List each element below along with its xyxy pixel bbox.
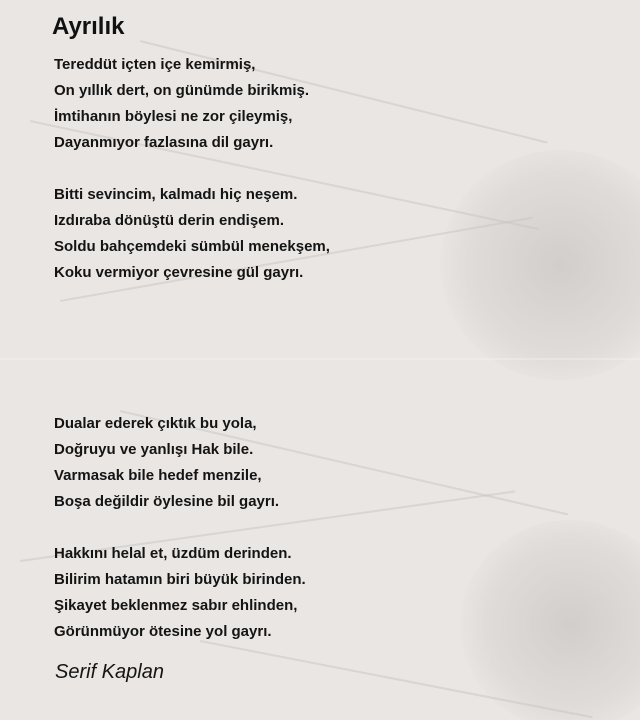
poem-line: İmtihanın böylesi ne zor çileymiş, [54, 108, 293, 125]
poem-line: Soldu bahçemdeki sümbül menekşem, [54, 238, 330, 255]
poem-line: Boşa değildir öylesine bil gayrı. [54, 493, 280, 510]
ink-blot-top [440, 150, 640, 380]
poem-line: Dayanmıyor fazlasına dil gayrı. [54, 134, 274, 151]
ink-blot-bottom [460, 520, 640, 720]
stanza-2 [54, 182, 330, 286]
poem-author: Serif Kaplan [55, 661, 164, 683]
poem-line: Bilirim hatamın biri büyük birinden. [54, 571, 306, 588]
stanza-1 [54, 52, 309, 156]
poem-line: Şikayet beklenmez sabır ehlinden, [54, 597, 298, 614]
poem-line: Hakkını helal et, üzdüm derinden. [54, 545, 292, 562]
poem-line: Izdıraba dönüştü derin endişem. [54, 212, 285, 229]
poem-title: Ayrılık [52, 13, 125, 40]
poem-line: Varmasak bile hedef menzile, [54, 467, 262, 484]
tile-seam [0, 358, 640, 360]
poem-line: Tereddüt içten içe kemirmiş, [54, 56, 256, 73]
poem-line: Koku vermiyor çevresine gül gayrı. [54, 264, 304, 281]
stanza-4 [54, 541, 306, 645]
poem-line: Dualar ederek çıktık bu yola, [54, 415, 257, 432]
poem-line: On yıllık dert, on günümde birikmiş. [54, 82, 310, 99]
stanza-3 [54, 411, 279, 515]
poem-line: Görünmüyor ötesine yol gayrı. [54, 623, 272, 640]
poem-line: Bitti sevincim, kalmadı hiç neşem. [54, 186, 298, 203]
poem-line: Doğruyu ve yanlışı Hak bile. [54, 441, 254, 458]
